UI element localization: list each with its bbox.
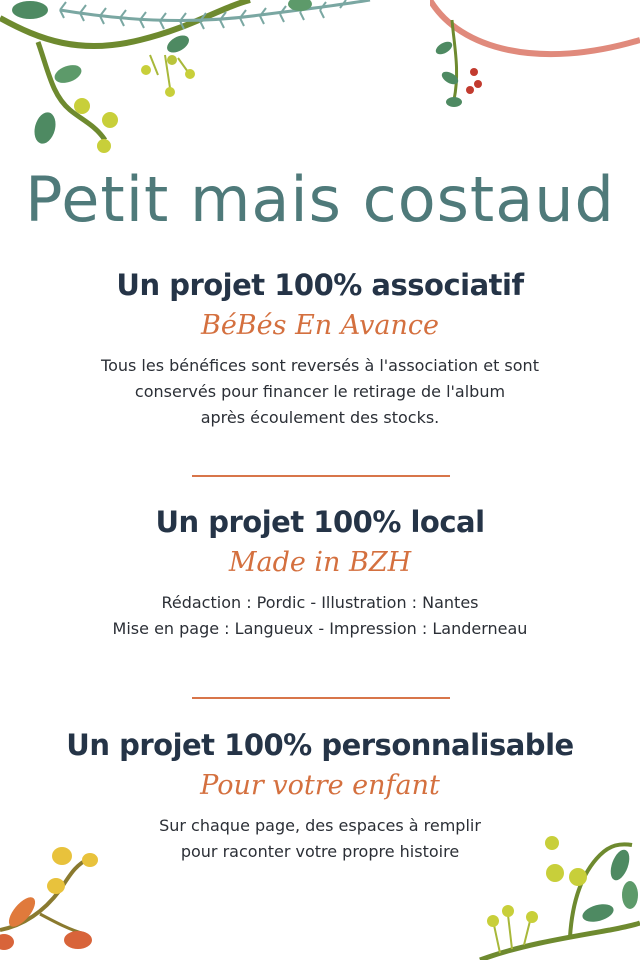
garland-top-right-illustration [430,0,640,120]
section-subtitle: Made in BZH [228,547,412,578]
description-line: pour raconter votre propre histoire [180,842,460,861]
section-description [0,590,640,642]
vine-top-left-illustration [0,0,380,160]
description-line: Rédaction : Pordic - Illustration : Nantes [161,593,479,612]
section-heading: Un projet 100% personnalisable [66,728,574,762]
section-subtitle: Pour votre enfant [200,770,440,801]
section-heading: Un projet 100% associatif [116,268,524,302]
section-personnalisable [0,728,640,865]
section-divider [192,697,450,699]
section-associatif [0,268,640,431]
description-line: Mise en page : Langueux - Impression : Landerneau [112,619,528,638]
section-subtitle: BéBés En Avance [200,310,439,341]
description-line: Tous les bénéfices sont reversés à l'association et sont [101,356,539,375]
description-line: Sur chaque page, des espaces à remplir [159,816,481,835]
section-description [0,813,640,865]
description-line: conservés pour financer le retirage de l'album [134,382,506,401]
section-divider [192,475,450,477]
section-heading: Un projet 100% local [155,505,485,539]
section-description [0,353,640,431]
page-title: Petit mais costaud [25,163,615,236]
description-line: après écoulement des stocks. [200,408,440,427]
section-local [0,505,640,642]
